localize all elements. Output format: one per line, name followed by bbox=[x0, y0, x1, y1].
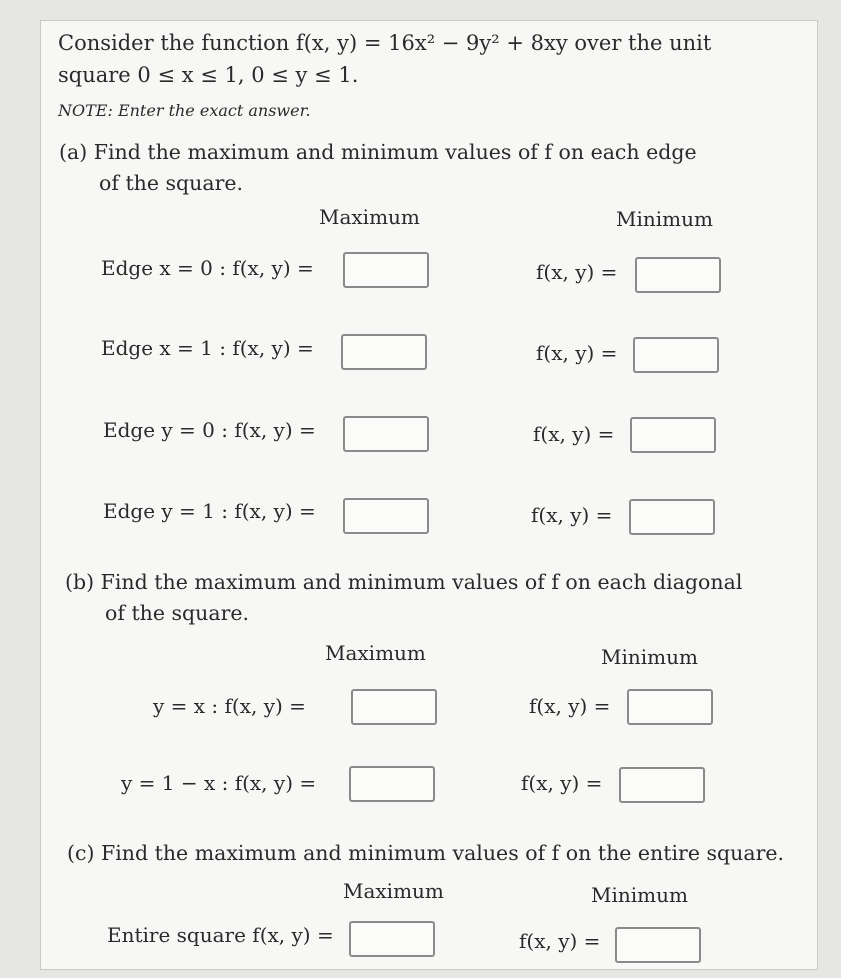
entire-square-min-label: f(x, y) = bbox=[519, 929, 601, 953]
edge-y0-min-input[interactable] bbox=[630, 417, 716, 453]
intro-line-1: Consider the function f(x, y) = 16x² − 9y² + 8xy over the unit bbox=[58, 31, 712, 55]
edge-y1-min-input[interactable] bbox=[629, 499, 715, 535]
part-c-prompt: (c) Find the maximum and minimum values of f on the entire square. bbox=[67, 841, 785, 865]
part-a-line-2: of the square. bbox=[99, 171, 244, 195]
edge-x1-label: Edge x = 1 : f(x, y) = bbox=[101, 336, 314, 360]
part-c-minimum-header: Minimum bbox=[591, 883, 688, 907]
part-b-maximum-header: Maximum bbox=[325, 641, 426, 665]
part-a-minimum-header: Minimum bbox=[616, 207, 713, 231]
part-b-line-2: of the square. bbox=[105, 601, 250, 625]
edge-x0-min-label: f(x, y) = bbox=[536, 260, 618, 284]
problem-sheet bbox=[40, 20, 818, 970]
entire-square-label: Entire square f(x, y) = bbox=[107, 923, 334, 947]
diagonal-y-eq-x-label: y = x : f(x, y) = bbox=[153, 694, 306, 718]
edge-x1-min-label: f(x, y) = bbox=[536, 341, 618, 365]
edge-y0-min-label: f(x, y) = bbox=[533, 422, 615, 446]
part-b-line-1: (b) Find the maximum and minimum values of f on each diagonal bbox=[65, 570, 743, 594]
diagonal-y-eq-x-min-label: f(x, y) = bbox=[529, 694, 611, 718]
entire-square-min-input[interactable] bbox=[615, 927, 701, 963]
diagonal-y-eq-x-max-input[interactable] bbox=[351, 689, 437, 725]
diagonal-y-eq-1-minus-x-min-label: f(x, y) = bbox=[521, 771, 603, 795]
diagonal-y-eq-x-min-input[interactable] bbox=[627, 689, 713, 725]
edge-x1-max-input[interactable] bbox=[341, 334, 427, 370]
note-text: NOTE: Enter the exact answer. bbox=[58, 101, 311, 120]
part-b-minimum-header: Minimum bbox=[601, 645, 698, 669]
edge-y1-max-input[interactable] bbox=[343, 498, 429, 534]
intro-line-2: square 0 ≤ x ≤ 1, 0 ≤ y ≤ 1. bbox=[58, 63, 359, 87]
diagonal-y-eq-1-minus-x-label: y = 1 − x : f(x, y) = bbox=[121, 771, 317, 795]
part-a-line-1: (a) Find the maximum and minimum values of f on each edge bbox=[59, 140, 697, 164]
edge-x0-label: Edge x = 0 : f(x, y) = bbox=[101, 256, 314, 280]
edge-y0-max-input[interactable] bbox=[343, 416, 429, 452]
problem-statement bbox=[58, 27, 711, 91]
part-c-maximum-header: Maximum bbox=[343, 879, 444, 903]
edge-y1-min-label: f(x, y) = bbox=[531, 503, 613, 527]
edge-x0-min-input[interactable] bbox=[635, 257, 721, 293]
entire-square-max-input[interactable] bbox=[349, 921, 435, 957]
edge-x0-max-input[interactable] bbox=[343, 252, 429, 288]
diagonal-y-eq-1-minus-x-min-input[interactable] bbox=[619, 767, 705, 803]
diagonal-y-eq-1-minus-x-max-input[interactable] bbox=[349, 766, 435, 802]
edge-y1-label: Edge y = 1 : f(x, y) = bbox=[103, 499, 316, 523]
edge-y0-label: Edge y = 0 : f(x, y) = bbox=[103, 418, 316, 442]
edge-x1-min-input[interactable] bbox=[633, 337, 719, 373]
part-b-prompt bbox=[65, 567, 742, 629]
part-a-maximum-header: Maximum bbox=[319, 205, 420, 229]
part-a-prompt bbox=[59, 137, 697, 199]
